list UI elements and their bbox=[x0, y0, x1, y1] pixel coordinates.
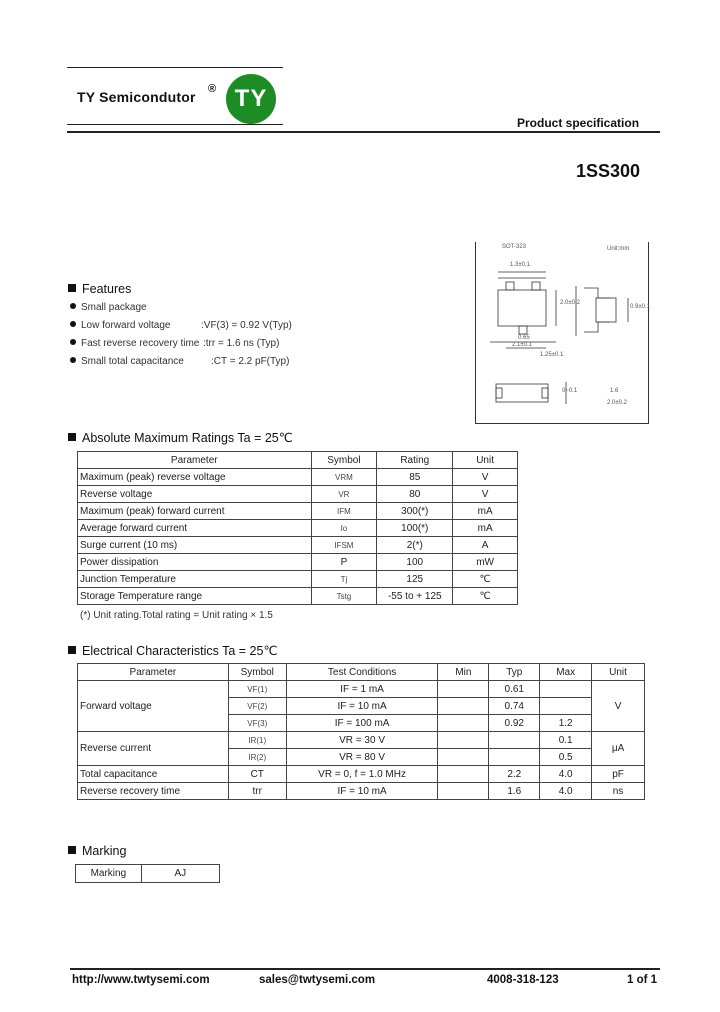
table-cell: mA bbox=[453, 520, 518, 537]
registered-mark: ® bbox=[208, 83, 217, 95]
section-bullet-icon bbox=[68, 284, 76, 292]
table-cell: VR = 0, f = 1.0 MHz bbox=[286, 766, 438, 783]
table-cell bbox=[438, 766, 489, 783]
table-cell: IR(2) bbox=[228, 749, 286, 766]
table-cell bbox=[489, 732, 540, 749]
feature-item bbox=[70, 302, 147, 313]
table-cell: V bbox=[592, 681, 645, 732]
table-cell: 2(*) bbox=[377, 537, 453, 554]
table-cell: VRM bbox=[311, 469, 377, 486]
footer-website-link[interactable]: http://www.twtysemi.com bbox=[72, 974, 210, 986]
table-cell: 85 bbox=[377, 469, 453, 486]
features-heading bbox=[68, 282, 131, 296]
abs-max-table bbox=[77, 451, 518, 605]
table-cell: IF = 10 mA bbox=[286, 698, 438, 715]
table-cell: 0.1 bbox=[540, 732, 592, 749]
table-cell: Maximum (peak) forward current bbox=[78, 503, 312, 520]
feature-value: :VF(3) = 0.92 V(Typ) bbox=[201, 320, 292, 331]
footer-phone: 4008-318-123 bbox=[487, 974, 559, 986]
table-cell: P bbox=[311, 554, 377, 571]
table-cell: ℃ bbox=[453, 571, 518, 588]
table-cell: IR(1) bbox=[228, 732, 286, 749]
table-cell: Storage Temperature range bbox=[78, 588, 312, 605]
table-row bbox=[78, 537, 518, 554]
table-cell: Marking bbox=[76, 865, 142, 883]
feature-item bbox=[70, 338, 330, 349]
table-cell: 300(*) bbox=[377, 503, 453, 520]
table-cell: μA bbox=[592, 732, 645, 766]
table-cell: 1.2 bbox=[540, 715, 592, 732]
table-row bbox=[78, 783, 645, 800]
table-cell: Average forward current bbox=[78, 520, 312, 537]
features-title: Features bbox=[82, 282, 132, 296]
table-cell: IF = 100 mA bbox=[286, 715, 438, 732]
table-cell: Total capacitance bbox=[78, 766, 229, 783]
dimension-label: 2.0±0.2 bbox=[560, 300, 580, 306]
footer-email-link[interactable]: sales@twtysemi.com bbox=[259, 974, 376, 986]
column-header: Parameter bbox=[78, 664, 229, 681]
column-header: Symbol bbox=[311, 452, 377, 469]
table-cell: 0.5 bbox=[540, 749, 592, 766]
section-bullet-icon bbox=[68, 846, 76, 854]
table-row bbox=[78, 571, 518, 588]
table-cell: trr bbox=[228, 783, 286, 800]
feature-value: :trr = 1.6 ns (Typ) bbox=[203, 338, 280, 349]
table-cell bbox=[540, 698, 592, 715]
table-cell bbox=[438, 783, 489, 800]
table-cell: ℃ bbox=[453, 588, 518, 605]
table-cell: Forward voltage bbox=[78, 681, 229, 732]
feature-label: Fast reverse recovery time bbox=[81, 338, 200, 349]
table-cell: 125 bbox=[377, 571, 453, 588]
table-cell: IF = 1 mA bbox=[286, 681, 438, 698]
table-cell: CT bbox=[228, 766, 286, 783]
table-cell bbox=[438, 681, 489, 698]
table-cell: VR = 80 V bbox=[286, 749, 438, 766]
dimension-label: 1.25±0.1 bbox=[540, 352, 564, 358]
table-row bbox=[78, 588, 518, 605]
table-row bbox=[78, 469, 518, 486]
table-cell bbox=[438, 698, 489, 715]
footer-rule bbox=[70, 968, 660, 970]
table-cell: VF(2) bbox=[228, 698, 286, 715]
marking-heading bbox=[68, 844, 126, 858]
dimension-label: 2.0±0.2 bbox=[607, 400, 627, 406]
company-name: TY Semicondutor bbox=[77, 89, 196, 105]
column-header: Parameter bbox=[78, 452, 312, 469]
company-logo: TY bbox=[226, 74, 276, 124]
table-cell: IF = 10 mA bbox=[286, 783, 438, 800]
table-cell: mW bbox=[453, 554, 518, 571]
table-cell bbox=[489, 749, 540, 766]
table-cell bbox=[438, 732, 489, 749]
dimension-label: 0.9±0.1 bbox=[630, 304, 650, 310]
column-header: Unit bbox=[592, 664, 645, 681]
table-cell: 0.92 bbox=[489, 715, 540, 732]
table-row bbox=[76, 865, 220, 883]
table-cell: Reverse current bbox=[78, 732, 229, 766]
table-cell: Tstg bbox=[311, 588, 377, 605]
feature-label: Low forward voltage bbox=[81, 320, 171, 331]
table-row bbox=[78, 766, 645, 783]
table-cell: Tj bbox=[311, 571, 377, 588]
column-header: Symbol bbox=[228, 664, 286, 681]
table-cell: Io bbox=[311, 520, 377, 537]
table-row bbox=[78, 681, 645, 698]
table-header-row bbox=[78, 664, 645, 681]
footer-page-number: 1 of 1 bbox=[627, 974, 658, 986]
header-main-rule bbox=[67, 131, 660, 133]
package-outline-drawing bbox=[475, 242, 649, 424]
product-specification-label: Product specification bbox=[517, 116, 640, 130]
section-bullet-icon bbox=[68, 433, 76, 441]
table-cell: 0.74 bbox=[489, 698, 540, 715]
table-cell: Surge current (10 ms) bbox=[78, 537, 312, 554]
dimension-label: 0.65 bbox=[518, 335, 530, 341]
table-cell: Reverse voltage bbox=[78, 486, 312, 503]
column-header: Unit bbox=[453, 452, 518, 469]
table-cell: VF(3) bbox=[228, 715, 286, 732]
feature-item bbox=[70, 356, 330, 367]
table-row bbox=[78, 732, 645, 749]
table-cell bbox=[540, 681, 592, 698]
bullet-icon bbox=[70, 357, 76, 363]
table-cell: Maximum (peak) reverse voltage bbox=[78, 469, 312, 486]
elec-heading bbox=[68, 643, 277, 658]
table-cell: AJ bbox=[141, 865, 219, 883]
marking-title: Marking bbox=[82, 844, 127, 858]
table-cell: 80 bbox=[377, 486, 453, 503]
bullet-icon bbox=[70, 321, 76, 327]
elec-table bbox=[77, 663, 645, 800]
table-cell: -55 to + 125 bbox=[377, 588, 453, 605]
rating-note: (*) Unit rating.Total rating = Unit rating × 1.5 bbox=[80, 610, 273, 621]
table-cell: VR bbox=[311, 486, 377, 503]
table-cell: Junction Temperature bbox=[78, 571, 312, 588]
table-cell: IFM bbox=[311, 503, 377, 520]
package-unit: Unit:mm bbox=[607, 246, 630, 252]
table-cell: V bbox=[453, 469, 518, 486]
table-cell: IFSM bbox=[311, 537, 377, 554]
abs-max-title: Absolute Maximum Ratings Ta = 25℃ bbox=[82, 431, 293, 445]
table-cell: V bbox=[453, 486, 518, 503]
header-top-rule bbox=[67, 67, 283, 68]
table-cell: Power dissipation bbox=[78, 554, 312, 571]
table-cell: 2.2 bbox=[489, 766, 540, 783]
column-header: Max bbox=[540, 664, 592, 681]
table-cell: 100 bbox=[377, 554, 453, 571]
table-cell: 4.0 bbox=[540, 783, 592, 800]
table-cell: 100(*) bbox=[377, 520, 453, 537]
dimension-label: 2.1±0.1 bbox=[512, 342, 532, 348]
table-cell bbox=[438, 715, 489, 732]
table-cell: Reverse recovery time bbox=[78, 783, 229, 800]
table-cell: VF(1) bbox=[228, 681, 286, 698]
table-header-row bbox=[78, 452, 518, 469]
dimension-label: 1.6 bbox=[610, 388, 619, 394]
table-row bbox=[78, 520, 518, 537]
table-cell: pF bbox=[592, 766, 645, 783]
table-row bbox=[78, 554, 518, 571]
package-outline-icon bbox=[476, 242, 648, 423]
column-header: Test Conditions bbox=[286, 664, 438, 681]
table-cell: mA bbox=[453, 503, 518, 520]
table-row bbox=[78, 503, 518, 520]
column-header: Min bbox=[438, 664, 489, 681]
table-row bbox=[78, 486, 518, 503]
bullet-icon bbox=[70, 303, 76, 309]
table-cell bbox=[438, 749, 489, 766]
column-header: Typ bbox=[489, 664, 540, 681]
feature-label: Small total capacitance bbox=[81, 356, 184, 367]
column-header: Rating bbox=[377, 452, 453, 469]
bullet-icon bbox=[70, 339, 76, 345]
table-cell: 0.61 bbox=[489, 681, 540, 698]
table-cell: ns bbox=[592, 783, 645, 800]
dimension-label: 1.3±0.1 bbox=[510, 262, 530, 268]
feature-value: :CT = 2.2 pF(Typ) bbox=[211, 356, 290, 367]
section-bullet-icon bbox=[68, 646, 76, 654]
elec-title: Electrical Characteristics Ta = 25℃ bbox=[82, 644, 278, 658]
table-cell: 1.6 bbox=[489, 783, 540, 800]
feature-label: Small package bbox=[81, 302, 147, 313]
table-cell: 4.0 bbox=[540, 766, 592, 783]
header-mid-rule bbox=[67, 124, 283, 125]
abs-max-heading bbox=[68, 430, 293, 445]
marking-table bbox=[75, 864, 220, 883]
package-name: SOT-323 bbox=[502, 244, 527, 250]
table-cell: A bbox=[453, 537, 518, 554]
part-number: 1SS300 bbox=[576, 161, 641, 181]
feature-item bbox=[70, 320, 330, 331]
dimension-label: 0~0.1 bbox=[562, 388, 578, 394]
table-cell: VR = 30 V bbox=[286, 732, 438, 749]
